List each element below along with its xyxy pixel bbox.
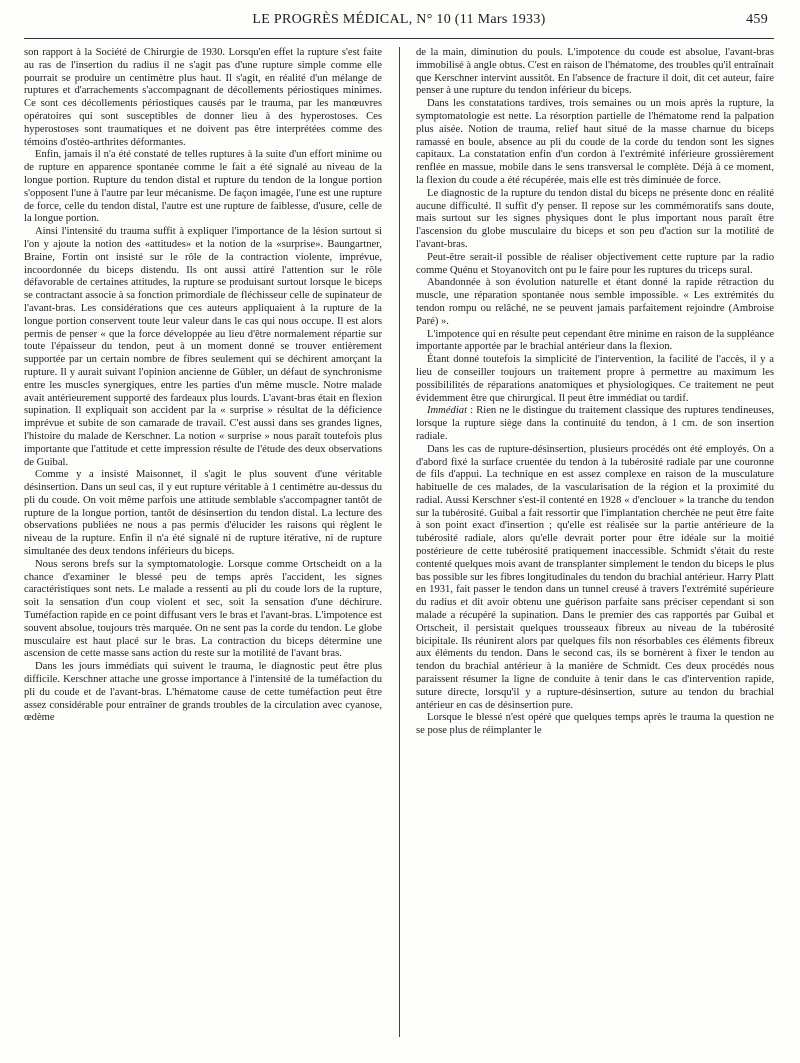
paragraph: Nous serons brefs sur la symptomatologie. Lorsque comme Ortscheidt on a la chance d'examiner le blessé peu de temps après l'accident, les signes caractéristiques sont nets. Le malade a ressenti au pli du coude lors de la rupture, soit la sensation d'un coup violent et sec, soit la sensation d'une déchirure. Tuméfaction rapide en ce point diffusant vers le bras et l'avant-bras. L'impotence est souvent absolue, toujours très marquée. On ne sent pas la corde du tendon. Le globe musculaire est haut placé sur le bras. La contraction du biceps détermine une ascension de cette masse sans action du reste sur la motilité de l'avant bras. [24,558,382,660]
paragraph: Peut-être serait-il possible de réaliser objectivement cette rupture par la radio comme Quénu et Stoyanovitch ont pu le faire pour les ruptures du triceps sural. [416,251,774,276]
journal-title: LE PROGRÈS MÉDICAL, N° 10 (11 Mars 1933) [252,12,546,27]
article-body [24,47,774,1047]
paragraph: Lorsque le blessé n'est opéré que quelques temps après le trauma la question ne se pose plus de réimplanter le [416,712,774,737]
right-column [416,47,774,1047]
immediat-text: : Rien ne le distingue du traitement classique des ruptures tendineuses, lorsque la rupture siège dans la continuité du tendon, à 1 cm. de son insertion radiale. [416,405,774,442]
paragraph: Dans les constatations tardives, trois semaines ou un mois après la rupture, la symptomatologie est nette. La résorption partielle de l'hématome rend la palpation plus aisée. Notion de trauma, relief haut situé de la masse charnue du biceps ramassé en boule, absence au pli du coude de la corde du tendon sont les signes capitaux. La constatation enfin d'un cordon à l'extrémité inférieure grossièrement renflée en massue, mobile dans le sens transversal le complète. Déjà à ce moment, la flexion du coude a été récupérée, mais elle est très diminuée de force. [416,98,774,186]
paragraph: Dans les jours immédiats qui suivent le trauma, le diagnostic peut être plus difficile. Kerschner attache une grosse importance à l'intensité de la tuméfaction du pli du coude et de l'avant-bras. L'hématome cause de cette tuméfaction peut être assez considérable pour entraîner de grands troubles de la circulation avec cyanose, œdème [24,661,382,724]
paragraph-immediat [416,405,774,443]
paragraph: Dans les cas de rupture-désinsertion, plusieurs procédés ont été employés. On a d'abord fixé la surface cruentée du tendon à la tubérosité radiale par une couronne de fils d'appui. La technique en est assez complexe en raison de la musculature habituelle de ces malades, de la vascularisation de la région et la proximité du radial. Aussi Kerschner s'est-il contenté en 1928 « d'enclouer » la tranche du tendon sur la tubérosité. Guibal a fait ressortir que l'implantation cherchée ne peut être faite à son point exact d'insertion ; qu'elle est réalisée sur la partie antérieure de la tubérosité radiale, alors qu'elle devrait porter pour être idéale sur la moitié postérieure de cette tubérosité pratiquement inaccessible. Schmidt s'était du reste contenté quelques mois avant de transplanter simplement le tendon du biceps le plus bas possible sur les fibres longitudinales du tendon du brachial antérieur. Harry Platt en 1931, fait passer le tendon dans un tunnel creusé à travers l'extrémité supérieure du radius et dit avoir obtenu une guérison parfaite sans préciser cependant si son malade a récupéré la supination. Dans le premier des cas rapportés par Guibal et Ortscheit, il persistait quelques trousseaux fibreux au niveau de la tubérosité bicipitale. Ils réunirent alors par quelques fils non résorbables ces éléments fibreux aux éléments du tendon. Dans le second cas, ils se bornèrent à fixer le tendon au tendon du brachial antérieur à la manière de Schmidt. Ces deux procédés nous paraissent résumer la ligne de conduite à tenir dans le cas d'intervention rapide, suture directe, lorsqu'il y a rupture-désinsertion, suture au tendon du brachial antérieur en cas de désinsertion pure. [416,443,774,711]
paragraph: son rapport à la Société de Chirurgie de 1930. Lorsqu'en effet la rupture s'est faite au ras de l'insertion du radius il ne s'agit pas d'une rupture simple comme elle pourrait se produire un centimètre plus haut. Il s'agit, en réalité d'un mélange de ruptures et d'arrachements s'accompagnant de décollements périostiques minimes. Ce sont ces décollements périostiques causés par le trauma, par les manœuvres opératoires qui sont susceptibles de donner lieu à des hyperostoses. Ces hyperostoses sont traumatiques et ne doivent pas être interprétées comme des témoins d'ostéo-arthrites déformantes. [24,47,382,148]
immediat-label: Immédiat [427,405,468,417]
paragraph: Ainsi l'intensité du trauma suffit à expliquer l'importance de la lésion surtout si l'on y ajoute la notion des «attitudes» et la notion de la «surprise». Baungartner, Braine, Fortin ont insisté sur le rôle de la contraction violente, imprévue, incoordonnée du biceps distendu. Ils ont aussi attiré l'attention sur le rôle défavorable de certaines attitudes, la rupture se produisant surtout lorsque le biceps se contractant associe à sa fonction primordiale de fléchisseur celle de supinateur de l'avant-bras. Les considérations que ces auteurs appliquaient à la rupture de la longue portion conservent toute leur valeur dans le cas qui nous occupe. Il est alors permis de penser « que la force développée au lieu d'être normalement répartie sur toute l'épaisseur du tendon, peut à un moment donné se trouver entièrement supportée par un certain nombre de fibres seulement qui se déchirent amorçant la rupture. Il y aurait suivant l'opinion ancienne de Gübler, un défaut de synchronisme entre les muscles synergiques, entre les parties d'un même muscle. Notre malade avait antérieurement supporté des fardeaux plus lourds. L'avant-bras était en flexion supination. Il expliquait son accident par la « surprise » résultat de la déficience imprévue et subite de son camarade de travail. C'est aussi dans ses grandes lignes, l'histoire du malade de Kerschner. La notion « surprise » nous paraît toutefois plus importante que l'attitude et cette impression résulte de l'étude des deux observations de Guibal. [24,226,382,468]
header-rule [24,38,774,39]
page-number: 459 [746,12,768,27]
paragraph: Le diagnostic de la rupture du tendon distal du biceps ne présente donc en réalité aucune difficulté. Il suffit d'y penser. Il repose sur les commémoratifs sans doute, mais surtout sur les signes physiques dont le plus important nous paraît être l'ascension du globe musculaire du biceps et son peu d'action sur la motilité de l'avant-bras. [416,187,774,250]
paragraph: de la main, diminution du pouls. L'impotence du coude est absolue, l'avant-bras immobilisé à angle obtus. C'est en raison de l'hématome, des troubles qu'il entraînait que Kerschner intervint aussitôt. En l'absence de fracture il doit, dit cet auteur, faire penser à une rupture du tendon inférieur du biceps. [416,47,774,97]
paragraph: Abandonnée à son évolution naturelle et étant donné la rapide rétraction du muscle, une réparation spontanée nous semble impossible. « Les extrémités du tendon rompu ou relâché, ne se peuvent jamais parfaitement rejoindre (Ambroise Paré) ». [416,277,774,327]
left-column [24,47,382,1047]
column-divider [399,47,400,1037]
paragraph: L'impotence qui en résulte peut cependant être minime en raison de la suppléance importante apportée par le brachial antérieur dans la flexion. [416,328,774,353]
paragraph: Étant donné toutefois la simplicité de l'intervention, la facilité de l'accès, il y a lieu de conseiller toujours un traitement propre à permettre au maximum les possibililités de réparations anatomiques et physiologiques. Ce traitement ne peut évidemment être que chirurgical. Il peut être immédiat ou tardif. [416,354,774,404]
running-header [24,12,774,34]
paragraph: Enfin, jamais il n'a été constaté de telles ruptures à la suite d'un effort minime ou de rupture en apparence spontanée comme le fait a été signalé au niveau de la longue portion. Rupture du tendon distal et rupture du tendon de la longue portion s'opposent l'une à l'autre par leur mécanisme. De façon imagée, l'une est une rupture de force, celle du tendon distal, l'autre est une rupture de faiblesse, d'usure, celle de la longue portion. [24,149,382,225]
paragraph: Comme y a insisté Maisonnet, il s'agit le plus souvent d'une véritable désinsertion. Dans un seul cas, il y eut rupture véritable à 1 centimètre au-dessus du pli du coude. On voit même parfois une attitude semblable s'accompagner tantôt de rupture de la longue portion, tantôt de désinsertion du tendon distal. La lecture des observations publiées ne nous a pas permis d'élucider les raisons qui règlent le niveau de la rupture. Enfin il n'a été signalé ni de rupture itérative, ni de rupture simultanée des deux tendons inférieurs du biceps. [24,469,382,558]
